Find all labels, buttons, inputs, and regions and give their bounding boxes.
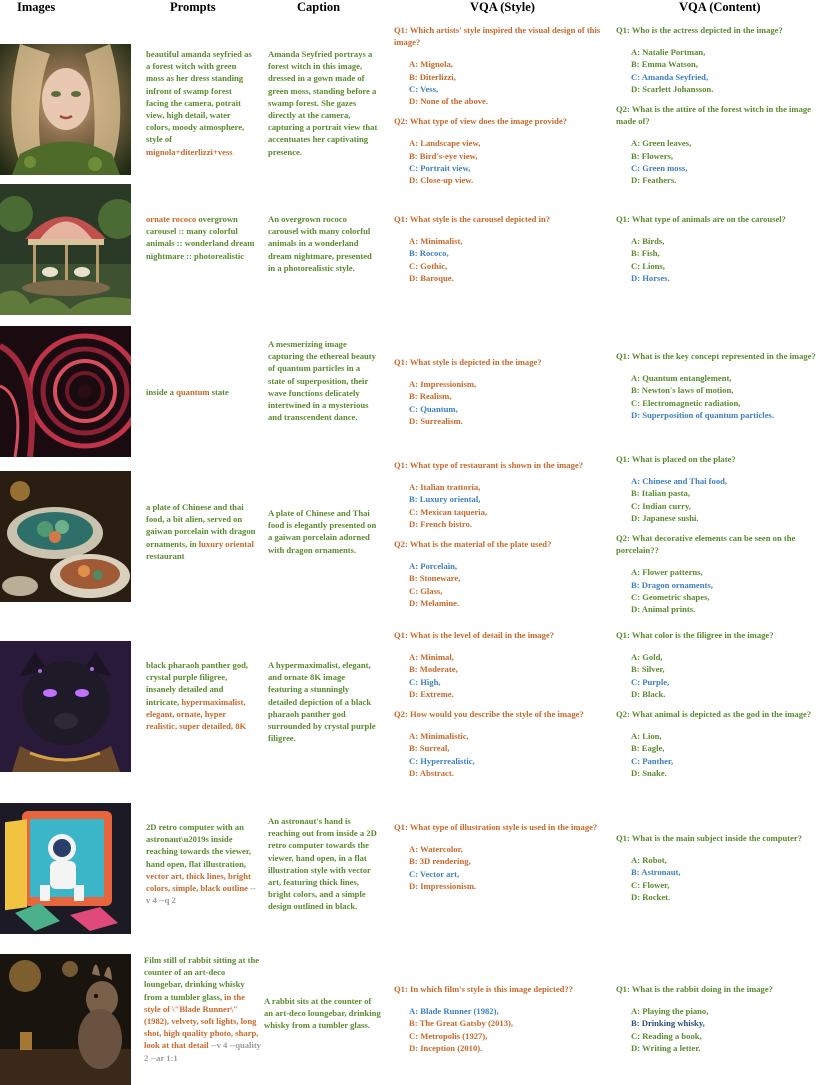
header-vqa-style: VQA (Style) [470, 0, 535, 14]
question-block [394, 708, 608, 779]
answer-option-correct: A: Blade Runner (1982), [409, 1006, 499, 1017]
answer-option-correct: C: Quantum, [409, 403, 458, 414]
prompt-text: inside a [146, 387, 177, 397]
answer-option: C: Electromagnetic radiation, [631, 397, 741, 408]
answer-option: A: Mignola, [409, 59, 453, 70]
question-block [394, 629, 608, 700]
answer-option: B: Newton's laws of motion, [631, 385, 734, 396]
answer-option: A: Watercolor, [409, 844, 463, 855]
vqa-content-cell [616, 983, 830, 1062]
witch-portrait-image [0, 44, 131, 175]
question-text: Q1: What type of animals are on the carousel? [616, 214, 786, 224]
question-block [616, 629, 830, 700]
answer-option: C: Indian curry, [631, 500, 691, 511]
caption-cell: An overgrown rococo carousel with many colorful animals in a wonderland dream nightmare, presented in a photorealistic style. [268, 214, 372, 273]
caption-cell: An astronaut's hand is reaching out from inside a 2D retro computer towards the viewer, hand open, in a flat illustration style with vector art, featuring thick lines, bright colors, and a simple design outlined in black. [268, 816, 377, 912]
answer-option: D: Melamine. [409, 597, 460, 608]
answer-option: D: Rocket. [631, 891, 671, 902]
answer-option: A: Birds, [631, 236, 665, 247]
question-block [394, 459, 608, 530]
vqa-style-cell [394, 629, 608, 787]
answer-option: C: Reading a book, [631, 1030, 702, 1041]
answer-option-correct: C: Panther, [631, 755, 674, 766]
answer-option: A: Impressionism, [409, 379, 477, 390]
question-block [616, 213, 830, 284]
question-text: Q1: Which artists' style inspired the visual design of this image? [394, 25, 601, 48]
vqa-style-cell [394, 213, 608, 292]
prompt-params: --v 4 --quality 2 --ar 1:1 [144, 1040, 261, 1063]
caption-cell: Amanda Seyfried portrays a forest witch in this image, dressed in a gown made of green moss, standing before a swamp forest. She gazes directly at the camera, capturing a portrait view that accentuates her captivating presence. [268, 49, 378, 157]
answer-option: D: Scarlett Johansson. [631, 83, 714, 94]
answer-option-correct: B: Rococo, [409, 248, 449, 259]
question-block [616, 103, 830, 186]
answer-option: B: Realism, [409, 391, 452, 402]
answer-option-correct: B: Dragon ornaments, [631, 579, 713, 590]
answer-option: D: Abstract. [409, 767, 454, 778]
answer-option: D: Surrealism. [409, 415, 463, 426]
question-text: Q1: What is the level of detail in the image? [394, 630, 555, 640]
answer-option: B: Italian pasta, [631, 488, 690, 499]
vqa-style-cell [394, 24, 608, 194]
question-block [616, 983, 830, 1054]
answer-option: C: Glass, [409, 585, 443, 596]
prompt-cell [146, 386, 256, 398]
answer-option: A: Italian trattoria, [409, 482, 481, 493]
answer-option: B: Eagle, [631, 743, 665, 754]
prompt-cell [146, 821, 256, 906]
answer-option: A: Landscape view, [409, 138, 481, 149]
prompt-style-keyword: hypermaximalist, elegant, ornate, hyper realistic, super detailed, 8K [146, 696, 247, 732]
prompt-text: beautiful amanda seyfried as a forest witch with green moss as her dress standing infront of swamp forest facing the camera, potrait view, high detail, water colors, moody atmosphere, style of [146, 49, 252, 145]
question-text: Q1: What type of restaurant is shown in the image? [394, 460, 583, 470]
answer-option-correct: C: Portrait view, [409, 162, 471, 173]
header-vqa-content: VQA (Content) [679, 0, 761, 14]
header-images: Images [17, 0, 56, 14]
answer-option-correct: A: Porcelain, [409, 561, 458, 572]
prompt-text: Film still of rabbit sitting at the counter of an art-deco loungebar, drinking whisky from a tumbler glass, [144, 955, 260, 1002]
carousel-image [0, 184, 131, 315]
question-text: Q1: What is placed on the plate? [616, 454, 736, 464]
prompt-cell [144, 954, 262, 1064]
question-block [616, 24, 830, 95]
answer-option: B: Fish, [631, 248, 660, 259]
answer-option: C: Metropolis (1927), [409, 1030, 488, 1041]
answer-option: D: Close-up view. [409, 175, 474, 186]
prompt-cell [146, 659, 256, 732]
question-text: Q2: What is the material of the plate used? [394, 539, 552, 550]
prompt-cell [146, 213, 256, 262]
prompt-cell [146, 501, 256, 562]
answer-option-correct: C: Green moss, [631, 162, 688, 173]
prompt-style-keyword: mignola+diterlizzi+vess [146, 146, 233, 157]
question-block [394, 356, 608, 427]
caption-cell: A rabbit sits at the counter of an art-deco loungebar, drinking whisky from a tumbler glass. [264, 996, 381, 1031]
answer-option: A: Minimal, [409, 652, 454, 663]
prompt-style-keyword: in the style of \"Blade Runner\" (1982), velvety, soft lights, long shot, high quality photo, sharp, look at that detail [144, 991, 259, 1051]
question-block [394, 115, 608, 186]
question-block [394, 983, 608, 1054]
prompt-text: overgrown carousel :: many colorful animals :: wonderland dream nightmare :: photorealistic [146, 214, 255, 261]
question-block [616, 532, 830, 615]
answer-option: D: Feathers. [631, 175, 677, 186]
rabbit-bar-image [0, 954, 131, 1085]
question-text: Q2: How would you describe the style of the image? [394, 709, 584, 720]
question-text: Q2: What is the attire of the forest witch in the image made of? [616, 104, 811, 127]
prompt-style-keyword: luxury oriental [198, 538, 254, 549]
answer-option-correct: B: Luxury oriental, [409, 494, 481, 505]
question-text: Q1: What style is depicted in the image? [394, 357, 542, 367]
vqa-content-cell [616, 832, 830, 911]
answer-option: A: Gold, [631, 652, 663, 663]
answer-option-correct: C: Hyperrealistic, [409, 755, 475, 766]
vqa-content-cell [616, 453, 830, 623]
vqa-style-cell [394, 983, 608, 1062]
answer-option: D: Extreme. [409, 688, 454, 699]
answer-option: D: None of the above. [409, 96, 489, 107]
vqa-content-cell [616, 629, 830, 787]
answer-option: B: Moderate, [409, 664, 458, 675]
question-block [616, 350, 830, 421]
question-block [394, 538, 608, 609]
answer-option: B: Flowers, [631, 150, 674, 161]
answer-option: A: Minimalist, [409, 236, 463, 247]
vqa-content-cell [616, 213, 830, 292]
question-text: Q2: What decorative elements can be seen on the porcelain?? [616, 533, 796, 556]
answer-option: D: French bistro. [409, 518, 472, 529]
vqa-style-cell [394, 356, 608, 435]
answer-option-correct: C: Vector art, [409, 868, 460, 879]
question-text: Q1: What is the rabbit doing in the image? [616, 984, 773, 994]
answer-option: C: Gothic, [409, 260, 448, 271]
answer-option: B: The Great Gatsby (2013), [409, 1018, 513, 1029]
question-text: Q1: What type of illustration style is used in the image? [394, 822, 598, 832]
answer-option-correct: B: Drinking whisky, [631, 1018, 705, 1029]
vqa-style-cell [394, 821, 608, 900]
answer-option: A: Minimalistic, [409, 731, 469, 742]
vqa-style-cell [394, 459, 608, 617]
question-text: Q1: What is the main subject inside the computer? [616, 833, 803, 843]
answer-option: A: Playing the piano, [631, 1006, 709, 1017]
answer-option-correct: B: Astronaut, [631, 867, 681, 878]
answer-option: A: Green leaves, [631, 138, 692, 149]
prompt-text: a plate of Chinese and thai food, a bit alien, served on gaiwan porcelain with dragon ornaments, in [146, 502, 256, 549]
answer-option: A: Flower patterns, [631, 567, 703, 578]
caption-cell: A mesmerizing image capturing the ethereal beauty of quantum particles in a state of superposition, their wave functions delicately intertwined in a mysterious and transcendent dance. [268, 339, 376, 423]
question-text: Q2: What animal is depicted as the god in the image? [616, 709, 812, 720]
retro-computer-astronaut-image [0, 803, 131, 934]
answer-option-correct: C: Purple, [631, 676, 670, 687]
answer-option: C: Lions, [631, 260, 665, 271]
answer-option-correct: C: Amanda Seyfried, [631, 71, 709, 82]
chinese-food-plate-image [0, 471, 131, 602]
answer-option: B: Stoneware, [409, 573, 461, 584]
black-panther-god-image [0, 641, 131, 772]
question-block [616, 453, 830, 524]
prompt-text: 2D retro computer with an astronaut\u2019s inside reaching towards the viewer, hand open, flat illustration, [146, 822, 252, 869]
prompt-style-keyword: vector art, thick lines, bright colors, simple, black outline [146, 870, 251, 894]
answer-option: C: Flower, [631, 879, 670, 890]
answer-option: D: Inception (2010). [409, 1042, 483, 1053]
answer-option: D: Black. [631, 688, 666, 699]
answer-option: B: 3D rendering, [409, 856, 471, 867]
answer-option-correct: C: Vess, [409, 83, 439, 94]
answer-option: C: Mexican taqueria, [409, 506, 488, 517]
header-caption: Caption [297, 0, 341, 14]
answer-option-correct: D: Superposition of quantum particles. [631, 409, 775, 420]
answer-option: C: Geometric shapes, [631, 591, 710, 602]
answer-option: B: Silver, [631, 664, 665, 675]
vqa-content-cell [616, 24, 830, 194]
question-text: Q2: What type of view does the image provide? [394, 116, 567, 127]
answer-option: A: Robot, [631, 855, 667, 866]
question-block [616, 708, 830, 779]
prompt-text: restaurant [146, 550, 185, 561]
question-block [616, 832, 830, 903]
answer-option: A: Lion, [631, 731, 662, 742]
answer-option: D: Baroque. [409, 272, 454, 283]
answer-option: B: Bird's-eye view, [409, 150, 478, 161]
answer-option-correct: D: Horses. [631, 272, 670, 283]
answer-option: D: Japanese sushi. [631, 512, 699, 523]
answer-option: A: Natalie Portman, [631, 47, 706, 58]
caption-cell: A hypermaximalist, elegant, and ornate 8K image featuring a stunningly detailed depiction of a black pharaoh panther god surrounded by crystal purple filigree. [268, 660, 376, 744]
caption-cell: A plate of Chinese and Thai food is elegantly presented on a gaiwan porcelain adorned with dragon ornaments. [268, 508, 377, 555]
answer-option: D: Snake. [631, 767, 667, 778]
prompt-text: state [209, 387, 229, 397]
vqa-content-cell [616, 350, 830, 429]
question-text: Q1: What is the key concept represented in the image? [616, 351, 816, 361]
answer-option: D: Animal prints. [631, 604, 696, 615]
answer-option: D: Impressionism. [409, 880, 477, 891]
answer-option: B: Diterlizzi, [409, 71, 456, 82]
question-block [394, 821, 608, 892]
answer-option: B: Surreal, [409, 743, 450, 754]
answer-option-correct: A: Chinese and Thai food, [631, 476, 728, 487]
prompt-style-keyword: quantum [176, 387, 210, 397]
prompt-style-keyword: ornate rococo [146, 214, 197, 224]
question-block [394, 24, 608, 107]
question-text: Q1: Who is the actress depicted in the image? [616, 25, 783, 35]
question-text: Q1: In which film's style is this image depicted?? [394, 984, 574, 994]
answer-option: B: Emma Watson, [631, 59, 698, 70]
question-text: Q1: What color is the filigree in the image? [616, 630, 774, 640]
answer-option-correct: C: High, [409, 676, 441, 687]
prompt-params: --v 4 --q 2 [146, 883, 256, 906]
answer-option: D: Writing a letter. [631, 1042, 701, 1053]
prompt-cell [146, 48, 256, 158]
prompt-text: black pharaoh panther god, crystal purple filigree, insanely detailed and intricate, [146, 660, 249, 707]
question-text: Q1: What style is the carousel depicted in? [394, 214, 551, 224]
header-prompts: Prompts [170, 0, 216, 14]
quantum-state-image [0, 326, 131, 457]
answer-option: A: Quantum entanglement, [631, 373, 732, 384]
question-block [394, 213, 608, 284]
